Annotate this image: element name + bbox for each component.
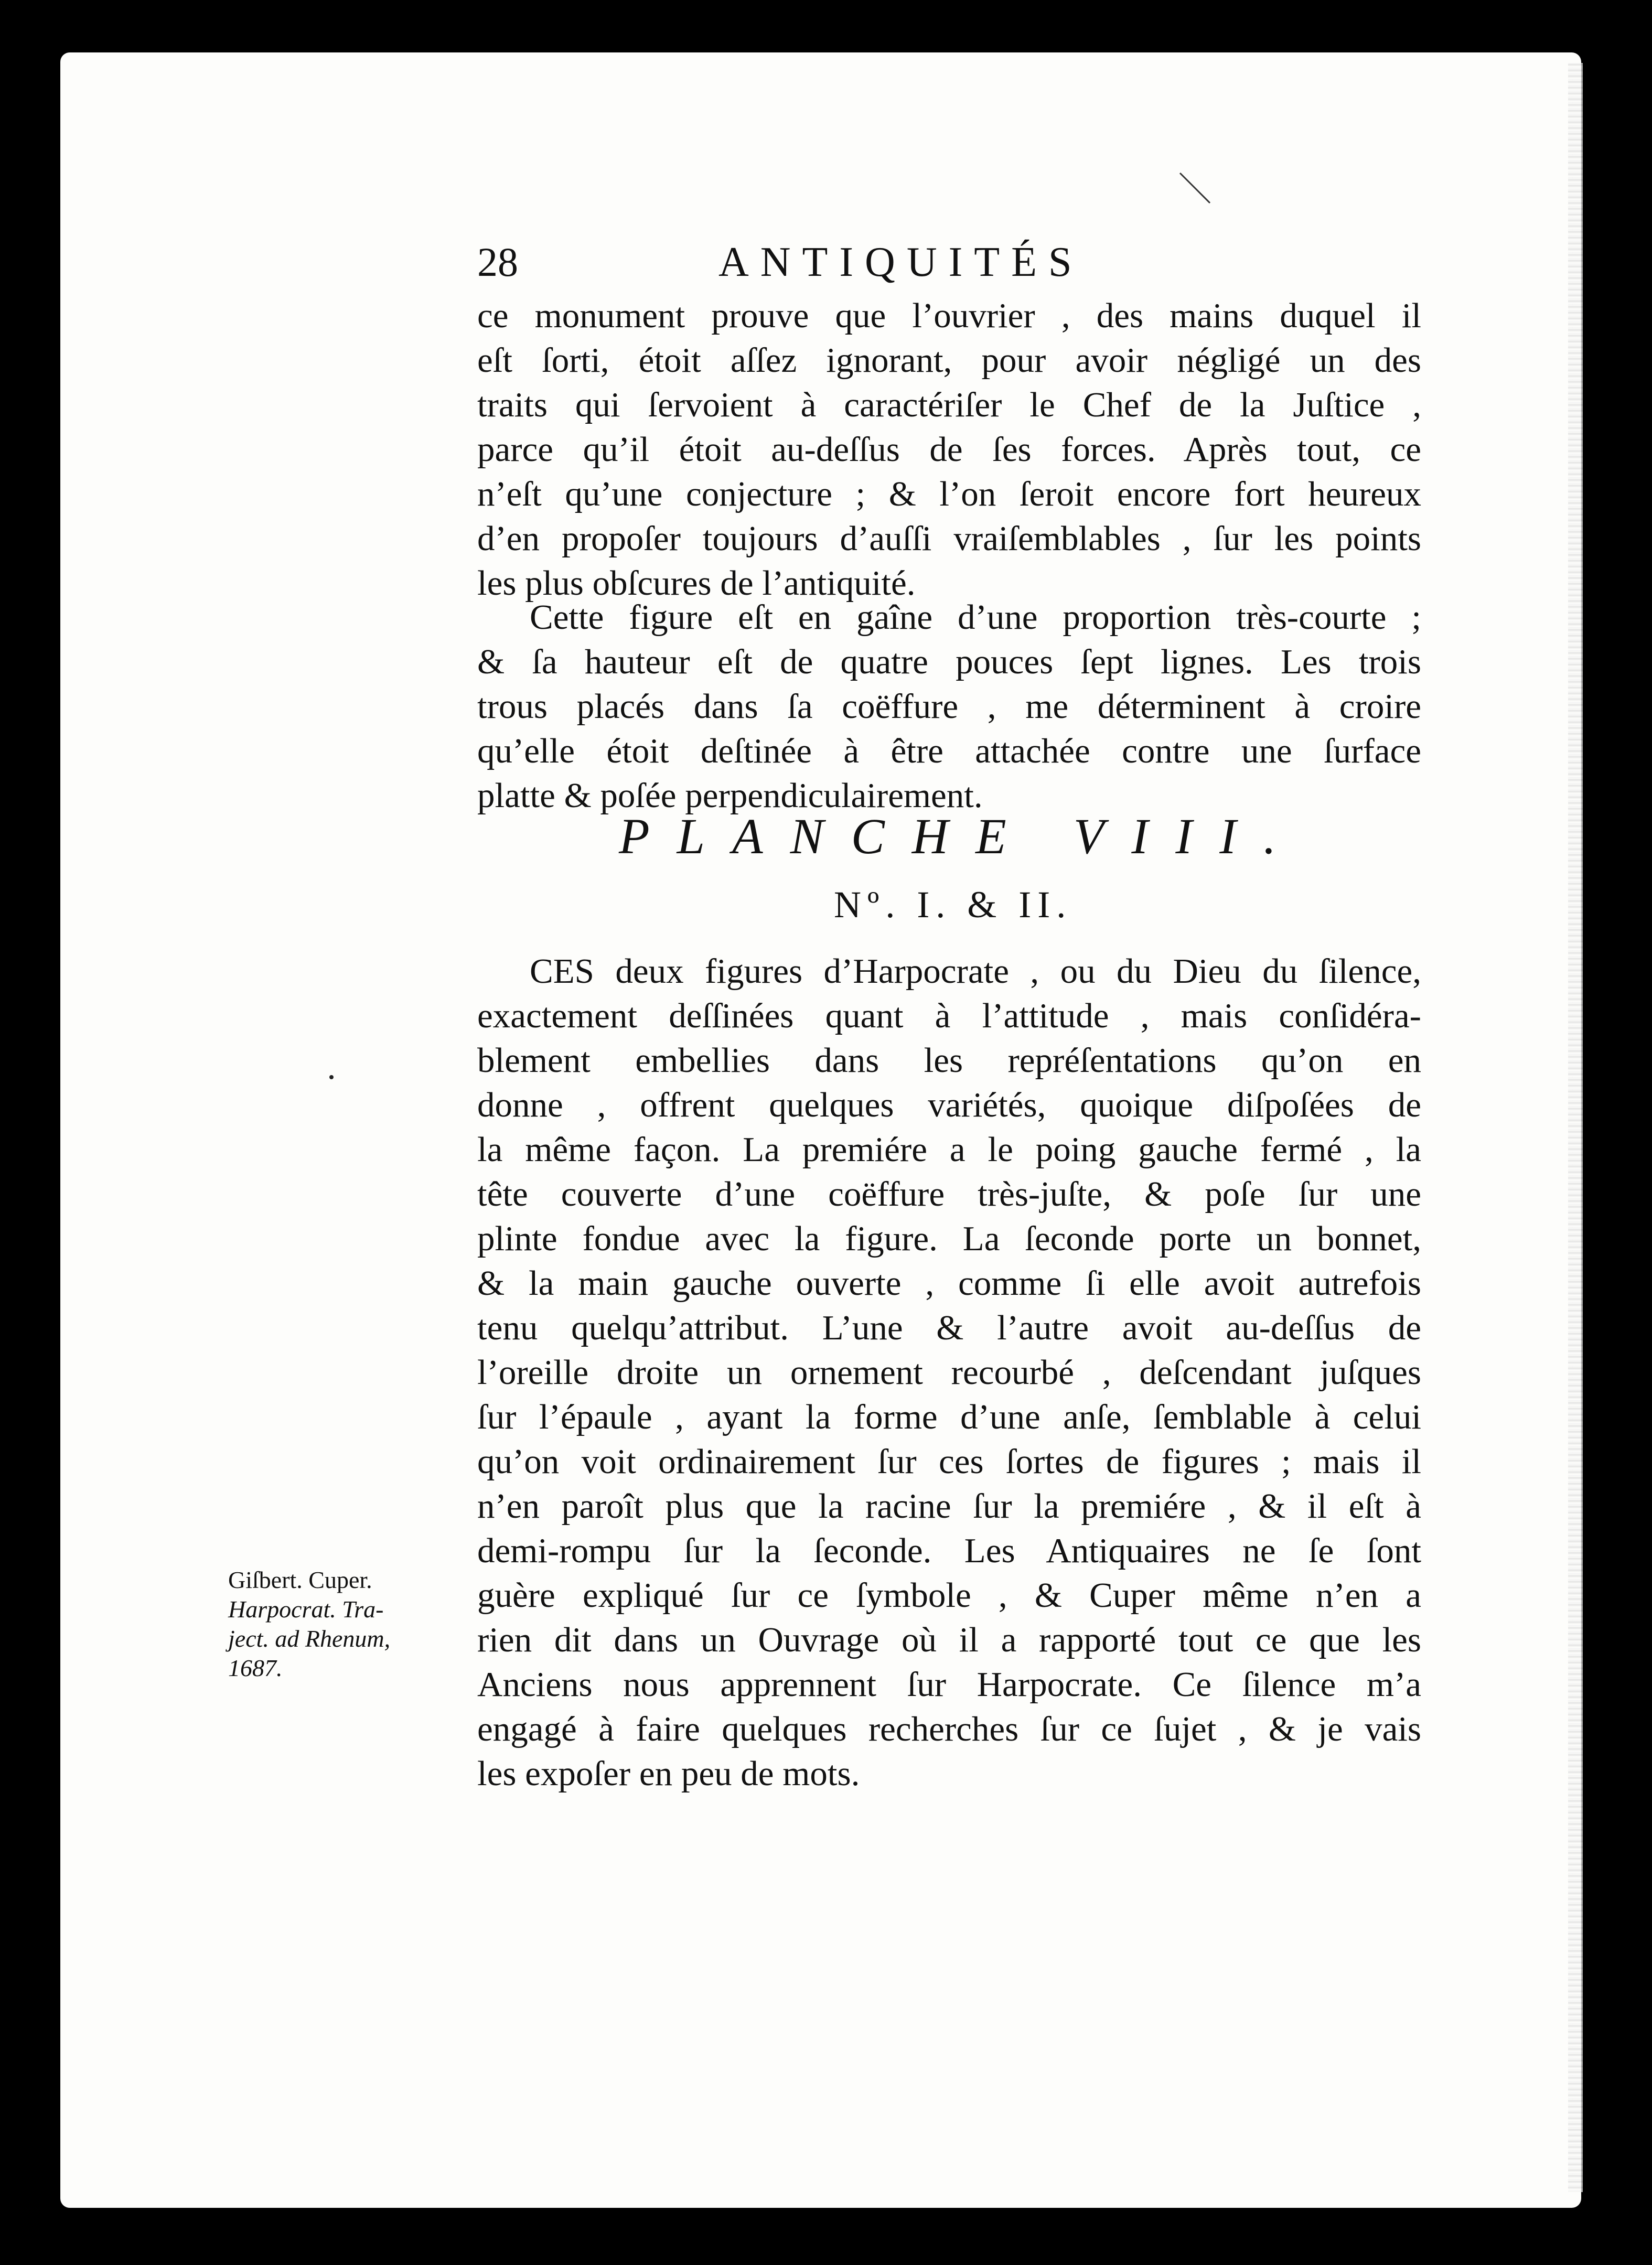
ink-speck [329,1075,334,1079]
text-line: tenu quelqu’attribut. L’une & l’autre avoit au-deſſus de [477,1308,1421,1347]
text-line: ſur l’épaule , ayant la forme d’une anſe, ſemblable à celui [477,1398,1421,1436]
text-line: exactement deſſinées quant à l’attitude , mais conſidéra- [477,996,1421,1035]
text-line: plinte fondue avec la figure. La ſeconde porte un bonnet, [477,1219,1421,1258]
text-line: eſt ſorti, étoit aſſez ignorant, pour avoir négligé un des [477,341,1421,380]
text-line: qu’elle étoit deſtinée à être attachée contre une ſurface [477,732,1421,770]
plate-heading: PLANCHE VIII. [619,808,1304,864]
text-line: ce monument prouve que l’ouvrier , des mains duquel il [477,296,1421,335]
text-line: parce qu’il étoit au-deſſus de ſes forces. Après tout, ce [477,430,1421,469]
text-line: rien dit dans un Ouvrage où il a rapporté tout ce que les [477,1620,1421,1659]
text-line: traits qui ſervoient à caractériſer le Chef de la Juſtice , [477,385,1421,424]
text-line: n’en paroît plus que la racine ſur la premiére , & il eſt à [477,1487,1421,1526]
paragraph-continuation [477,294,1421,606]
citation-line: Giſbert. Cuper. [228,1566,372,1593]
text-line: Cette figure eſt en gaîne d’une proportion très-courte ; [530,598,1421,637]
text-line: blement embellies dans les repréſentations qu’on en [477,1041,1421,1080]
text-line: & la main gauche ouverte , comme ſi elle avoit autrefois [477,1264,1421,1303]
text-line: d’en propoſer toujours d’auſſi vraiſemblables , ſur les points [477,519,1421,558]
citation-line: 1687. [228,1655,283,1681]
marginal-citation [228,1565,459,1683]
text-line: les expoſer en peu de mots. [477,1754,860,1793]
text-line: n’eſt qu’une conjecture ; & l’on ſeroit encore fort heureux [477,475,1421,513]
text-line: les plus obſcures de l’antiquité. [477,564,916,603]
page-number: 28 [477,239,518,285]
paragraph-harpocrate [477,949,1421,1796]
stray-pen-mark [1177,170,1214,207]
text-line: la même façon. La premiére a le poing gauche fermé , la [477,1130,1421,1169]
citation-line: ject. ad Rhenum, [228,1625,391,1652]
page-edge-texture [1568,63,1583,2192]
text-line: l’oreille droite un ornement recourbé , deſcendant juſques [477,1353,1421,1392]
text-line: engagé à faire quelques recherches ſur ce ſujet , & je vais [477,1710,1421,1748]
text-line: guère expliqué ſur ce ſymbole , & Cuper même n’en a [477,1576,1421,1615]
page-header [477,233,1211,291]
text-line: qu’on voit ordinairement ſur ces ſortes de figures ; mais il [477,1442,1421,1481]
paragraph-figure-description [477,595,1421,818]
text-line: tête couverte d’une coëffure très-juſte, & poſe ſur une [477,1175,1421,1214]
text-line: demi-rompu ſur la ſeconde. Les Antiquaires ne ſe ſont [477,1531,1421,1570]
text-line: CES deux figures d’Harpocrate , ou du Dieu du ſilence, [530,952,1421,991]
text-line: trous placés dans ſa coëffure , me déterminent à croire [477,687,1421,726]
citation-line: Harpocrat. Tra- [228,1596,384,1623]
text-line: donne , offrent quelques variétés, quoique diſpoſées de [477,1086,1421,1124]
text-line: Anciens nous apprennent ſur Harpocrate. Ce ſilence m’a [477,1665,1421,1704]
running-title: ANTIQUITÉS [718,239,1084,285]
text-line: platte & poſée perpendiculairement. [477,776,983,815]
plate-subheading: Nº. I. & II. [834,884,1072,926]
text-line: & ſa hauteur eſt de quatre pouces ſept lignes. Les trois [477,642,1421,681]
